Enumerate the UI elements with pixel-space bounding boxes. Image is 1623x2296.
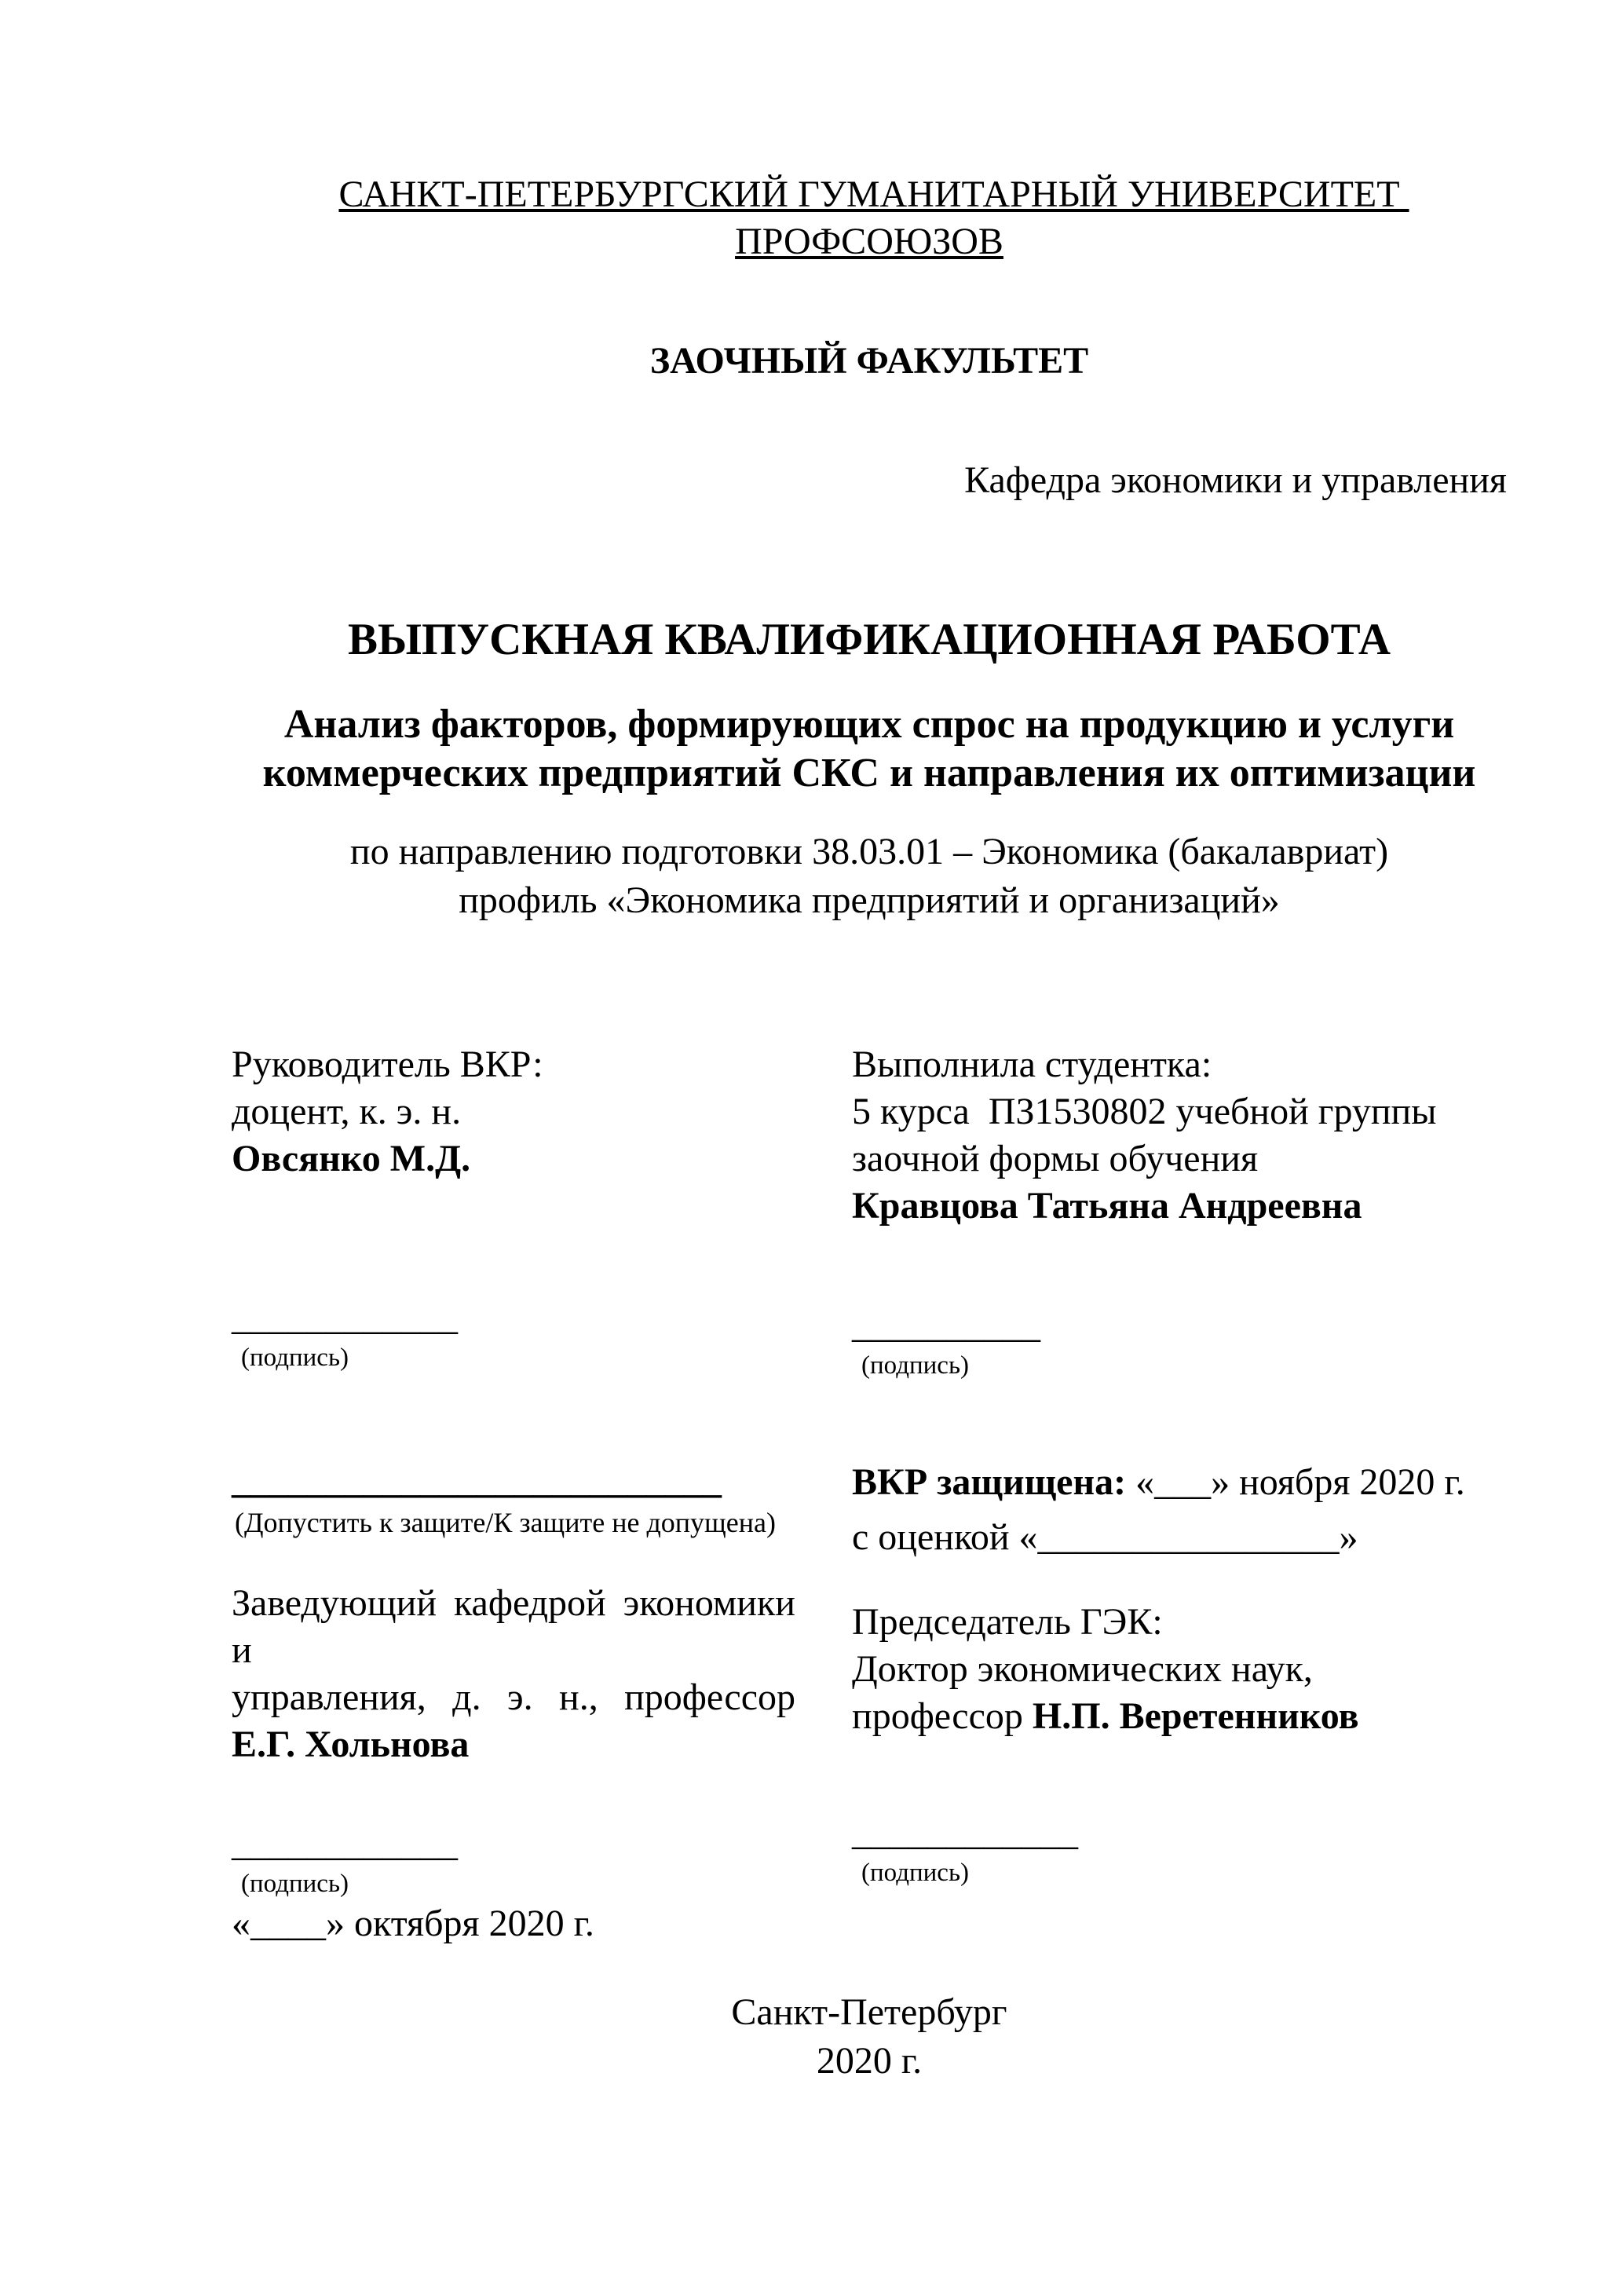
- chairman-name-line: [852, 1693, 1507, 1740]
- defense-date: «___» ноября 2020 г.: [1126, 1461, 1465, 1503]
- head-date: «____» октября 2020 г.: [232, 1903, 594, 1944]
- right-column: [852, 1041, 1507, 1947]
- admission-blank-line: __________________________: [232, 1460, 722, 1501]
- chairman-name: Н.П. Веретенников: [1032, 1695, 1359, 1737]
- student-signature-caption: (подпись): [861, 1351, 969, 1380]
- defense-label: ВКР защищена:: [852, 1461, 1127, 1503]
- thesis-title-line-1: Анализ факторов, формирующих спрос на продукцию и услуги: [283, 702, 1455, 747]
- supervisor-degree: доцент, к. э. н.: [232, 1091, 462, 1132]
- chairman-signature-line: ____________: [852, 1812, 1078, 1853]
- supervisor-signature-line: ____________: [232, 1296, 458, 1338]
- chairman-block: [852, 1599, 1507, 1740]
- program-line-1: по направлению подготовки 38.03.01 – Экономика (бакалавриат): [349, 831, 1389, 872]
- footer-city: Санкт-Петербург: [731, 1991, 1007, 2033]
- head-name: Е.Г. Хольнова: [232, 1724, 470, 1765]
- footer-year: 2020 г.: [816, 2040, 923, 2082]
- faculty-name: ЗАОЧНЫЙ ФАКУЛЬТЕТ: [649, 340, 1089, 382]
- student-label: Выполнила студентка:: [852, 1044, 1212, 1085]
- head-signature-line: ____________: [232, 1823, 458, 1864]
- chairman-degree: Доктор экономических наук,: [852, 1648, 1313, 1690]
- university-name: САНКТ-ПЕТЕРБУРГСКИЙ ГУМАНИТАРНЫЙ УНИВЕРСИТЕТ ПРОФСОЮЗОВ: [338, 174, 1409, 262]
- department-name: Кафедра экономики и управления: [964, 459, 1507, 501]
- left-column: [232, 1041, 805, 1947]
- footer: [232, 1988, 1507, 2086]
- defense-grade-line: с оценкой «________________»: [852, 1516, 1358, 1558]
- supervisor-signature-caption: (подпись): [241, 1344, 349, 1372]
- head-position-line-2: управления, д. э. н., профессор: [232, 1676, 795, 1718]
- student-group-line-1: 5 курса ПЗ1530802 учебной группы: [852, 1091, 1437, 1132]
- work-type-heading: ВЫПУСКНАЯ КВАЛИФИКАЦИОННАЯ РАБОТА: [347, 615, 1391, 664]
- admission-caption: (Допустить к защите/К защите не допущена): [235, 1507, 776, 1538]
- head-signature-caption: (подпись): [241, 1870, 349, 1898]
- program-line-2: профиль «Экономика предприятий и организаций»: [459, 879, 1280, 921]
- defense-block: [852, 1459, 1507, 1561]
- chairman-signature-caption: (подпись): [861, 1859, 969, 1887]
- head-position-line-1: Заведующий кафедрой экономики и: [232, 1582, 805, 1671]
- student-name: Кравцова Татьяна Андреевна: [852, 1185, 1362, 1227]
- chairman-label: Председатель ГЭК:: [852, 1601, 1163, 1643]
- signature-columns: [232, 1041, 1507, 1947]
- head-of-department-block: [232, 1580, 805, 1768]
- student-signature-line: __________: [852, 1304, 1040, 1346]
- defense-date-line: [852, 1459, 1507, 1506]
- program-info: [232, 828, 1507, 925]
- supervisor-label: Руководитель ВКР:: [232, 1044, 543, 1085]
- chairman-position: профессор: [852, 1695, 1033, 1737]
- student-group-line-2: заочной формы обучения: [852, 1138, 1259, 1179]
- thesis-title: [232, 700, 1507, 798]
- supervisor-name: Овсянко М.Д.: [232, 1138, 471, 1179]
- thesis-title-line-2: коммерческих предприятий СКС и направления их оптимизации: [262, 751, 1476, 795]
